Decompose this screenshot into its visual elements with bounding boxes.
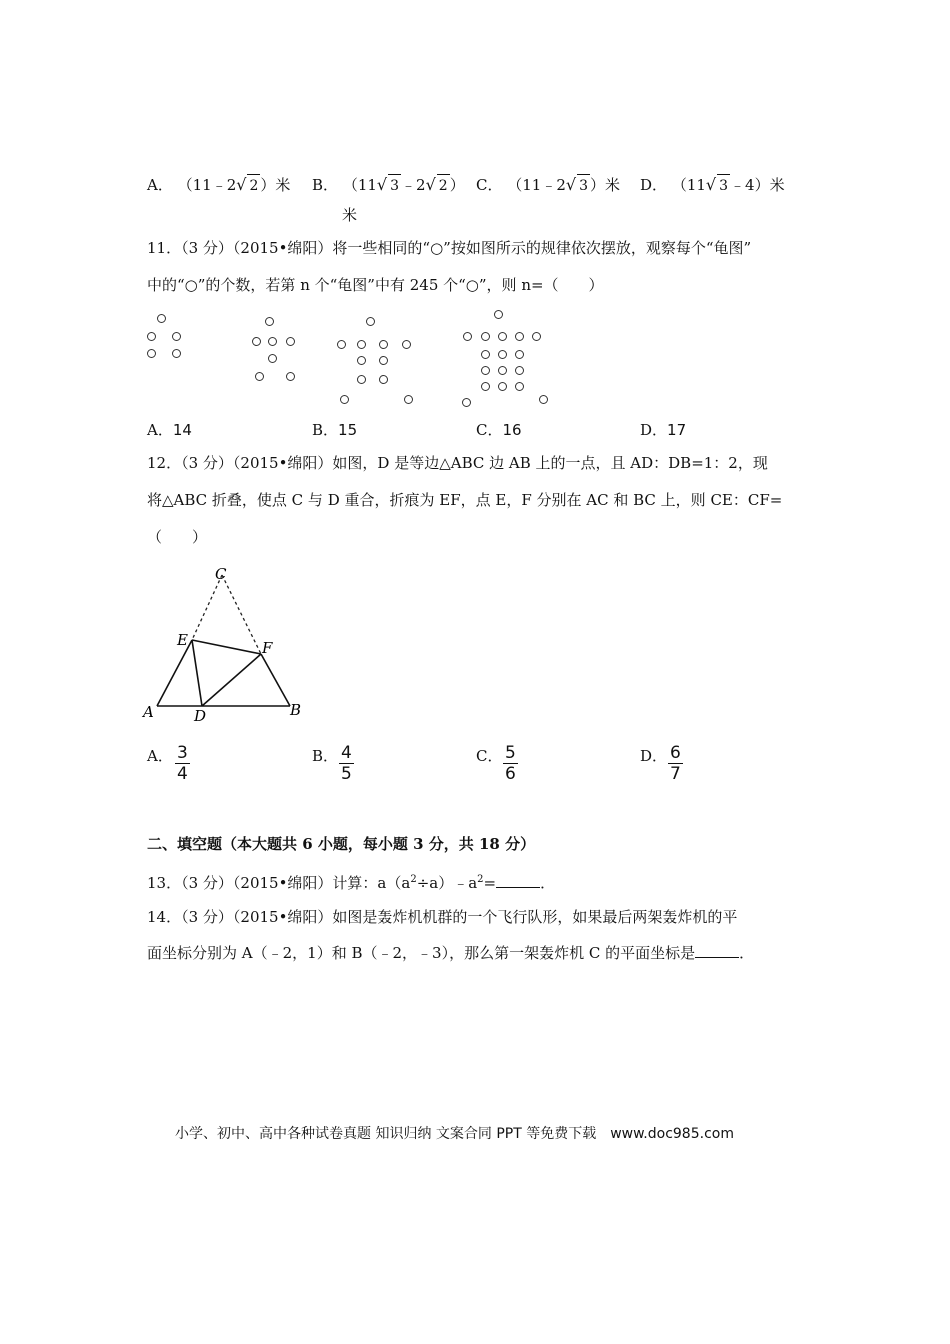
circle <box>481 382 490 391</box>
circle <box>268 337 277 346</box>
q11-line1: 11．（3 分）（2015•绵阳）将一些相同的“○”按如图所示的规律依次摆放，观察每个“龟图” <box>147 239 752 257</box>
circle <box>515 366 524 375</box>
q10-option-c: C． （11﹣2√ 3 ）米 <box>476 174 620 197</box>
answer-blank <box>496 887 540 888</box>
circle <box>498 382 507 391</box>
label-b: B <box>290 701 302 719</box>
circle <box>340 395 349 404</box>
sqrt-symbol: √ 3 <box>706 174 730 197</box>
q10-option-b: B． （11√ 3 ﹣2√ 2 ） <box>312 174 465 197</box>
q13-line: 13．（3 分）（2015•绵阳）计算：$a(a^2\div a)﹣a^2=$ ． <box>147 874 556 892</box>
sqrt-symbol: √ 3 <box>377 174 401 197</box>
q12-option-a-fraction: $\frac{3}{4}$ <box>177 743 188 784</box>
circle <box>147 332 156 341</box>
q11-line2: 中的“○”的个数，若第 n 个“龟图”中有 245 个“○”，则 n=（ ） <box>147 276 604 294</box>
q12-option-c-label: C． <box>476 747 503 765</box>
circle <box>498 332 507 341</box>
circle <box>532 332 541 341</box>
circle <box>481 350 490 359</box>
circle <box>402 340 411 349</box>
circle <box>463 332 472 341</box>
q10-option-d: D． （11√ 3 ﹣4）米 <box>640 174 785 197</box>
circle <box>379 340 388 349</box>
circle <box>268 354 277 363</box>
label-e: E <box>177 631 188 649</box>
edge-ef <box>192 640 261 654</box>
circle <box>404 395 413 404</box>
edge-fb <box>261 654 290 706</box>
circle <box>481 366 490 375</box>
q11-option-c: C．16 <box>476 421 522 439</box>
q11-option-a: A．14 <box>147 421 192 439</box>
q12-option-b-label: B． <box>312 747 339 765</box>
q14-line1: 14．（3 分）（2015•绵阳）如图是轰炸机机群的一个飞行队形，如果最后两架轰炸机的平 <box>147 908 738 926</box>
q10-option-a: A． （11﹣2√ 2 ）米 <box>147 174 290 197</box>
label-a: A <box>143 703 154 721</box>
circle <box>265 317 274 326</box>
circle <box>357 356 366 365</box>
circle <box>252 337 261 346</box>
q12-line2: 将△ABC 折叠，使点 C 与 D 重合，折痕为 EF，点 E，F 分别在 AC 和 BC 上，则 CE：CF= <box>147 491 783 509</box>
circle <box>172 349 181 358</box>
page-footer: 小学、初中、高中各种试卷真题 知识归纳 文案合同 PPT 等免费下载 www.doc985.com <box>175 1126 734 1142</box>
q12-line1: 12．（3 分）（2015•绵阳）如图，D 是等边△ABC 边 AB 上的一点，且 AD：DB=1：2，现 <box>147 454 768 472</box>
circle <box>157 314 166 323</box>
circle <box>255 372 264 381</box>
edge-df <box>202 654 261 706</box>
label-d: D <box>194 707 207 725</box>
sqrt-symbol: √ 3 <box>566 174 590 197</box>
label-f: F <box>262 639 273 657</box>
answer-blank <box>695 957 739 958</box>
circle <box>366 317 375 326</box>
circle <box>515 350 524 359</box>
circle <box>498 366 507 375</box>
circle <box>147 349 156 358</box>
label-c: C <box>215 565 227 583</box>
edge-ce-dashed <box>192 575 222 640</box>
circle <box>286 337 295 346</box>
q14-line2: 面坐标分别为 A（﹣2，1）和 B（﹣2，﹣3），那么第一架轰炸机 C 的平面坐标是 ． <box>147 944 755 962</box>
q11-option-d: D．17 <box>640 421 687 439</box>
circle <box>357 375 366 384</box>
edge-ed <box>192 640 202 706</box>
q12-option-c-fraction: $\frac{5}{6}$ <box>505 743 516 784</box>
q12-option-d-fraction: $\frac{6}{7}$ <box>670 743 681 784</box>
circle <box>515 332 524 341</box>
circle <box>539 395 548 404</box>
edge-ae <box>157 640 192 706</box>
q10-option-b-tail: 米 <box>342 206 358 224</box>
q11-option-b: B．15 <box>312 421 358 439</box>
circle <box>172 332 181 341</box>
edge-cf-dashed <box>222 575 261 654</box>
q12-option-b-fraction: $\frac{4}{5}$ <box>341 743 352 784</box>
circle <box>337 340 346 349</box>
circle <box>462 398 471 407</box>
sqrt-symbol: √ 2 <box>426 174 450 197</box>
circle <box>286 372 295 381</box>
circle <box>481 332 490 341</box>
circle <box>379 356 388 365</box>
sqrt-symbol: √ 2 <box>236 174 260 197</box>
q12-option-d-label: D． <box>640 747 668 765</box>
circle <box>498 350 507 359</box>
triangle-fold-figure <box>140 560 320 730</box>
circle <box>515 382 524 391</box>
circle <box>379 375 388 384</box>
q12-line3: （ ） <box>147 528 208 546</box>
q12-option-a-label: A． <box>147 747 173 765</box>
circle <box>357 340 366 349</box>
circle <box>494 310 503 319</box>
section-heading: 二、填空题（本大题共 6 小题，每小题 3 分，共 18 分） <box>147 835 536 853</box>
